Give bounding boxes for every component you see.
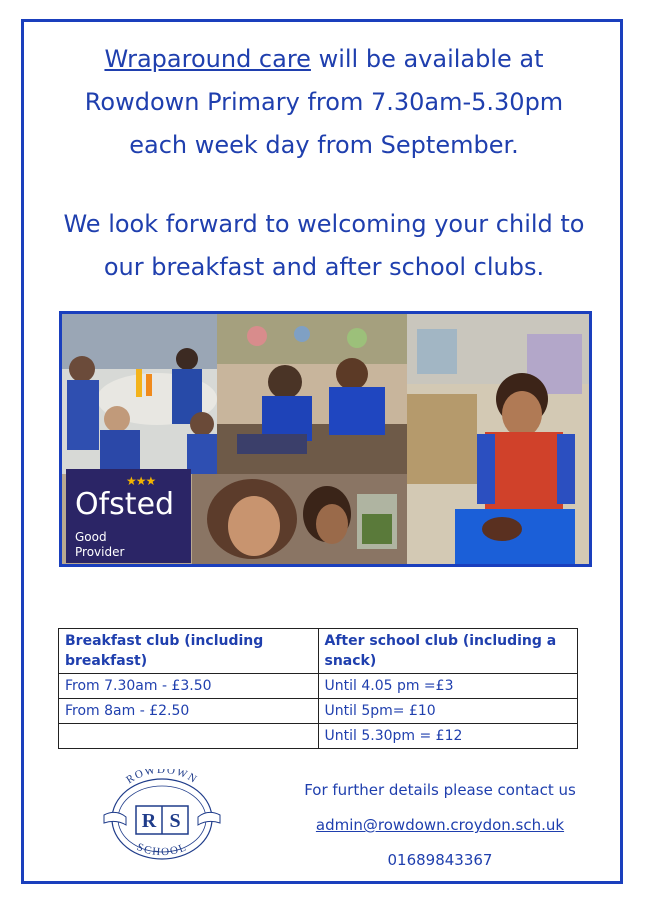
ofsted-wordmark: Ofsted (75, 487, 175, 522)
ofsted-stars-icon: ★★★ (126, 474, 156, 488)
school-logo (96, 769, 228, 869)
welcome-text (40, 203, 608, 289)
welcome-line1: We look forward to welcoming your child to (63, 210, 585, 238)
table-cell: From 7.30am - £3.50 (59, 674, 319, 699)
headline-line3: each week day from September. (129, 131, 519, 159)
table-cell (59, 724, 319, 749)
logo-initial-s: S (169, 810, 181, 832)
contact-email-link[interactable]: admin@rowdown.croydon.sch.uk (315, 816, 565, 834)
table-cell: From 8am - £2.50 (59, 699, 319, 724)
logo-bottom-text: SCHOOL (135, 841, 189, 859)
photo-boys-activity (217, 314, 407, 474)
contact-intro: For further details please contact us (304, 781, 576, 799)
table-row (59, 724, 578, 749)
headline-line2: Rowdown Primary from 7.30am-5.30pm (84, 88, 564, 116)
ofsted-rating-line1: Good (75, 530, 107, 544)
headline-line1-rest: will be available at (310, 45, 544, 73)
contact-block (290, 773, 590, 878)
after-school-club-header: After school club (including a snack) (318, 629, 578, 674)
price-table (58, 628, 578, 749)
breakfast-club-header: Breakfast club (including breakfast) (59, 629, 319, 674)
table-cell: Until 5.30pm = £12 (318, 724, 578, 749)
ofsted-rating-line2: Provider (75, 545, 125, 559)
photo-collage (59, 311, 592, 567)
table-header-row (59, 629, 578, 674)
contact-phone: 01689843367 (387, 851, 493, 869)
logo-top-text: ROWDOWN (124, 769, 200, 787)
table-row (59, 674, 578, 699)
logo-initial-r: R (141, 810, 157, 832)
wraparound-care-link[interactable]: Wraparound care (104, 45, 311, 73)
table-cell: Until 5pm= £10 (318, 699, 578, 724)
photo-kids-exploring (192, 474, 407, 564)
table-cell: Until 4.05 pm =£3 (318, 674, 578, 699)
welcome-line2: our breakfast and after school clubs. (103, 253, 545, 281)
table-row (59, 699, 578, 724)
photo-girl-planting (407, 314, 592, 564)
ofsted-badge (66, 469, 191, 563)
headline (40, 38, 608, 167)
photo-classroom-table (62, 314, 217, 474)
